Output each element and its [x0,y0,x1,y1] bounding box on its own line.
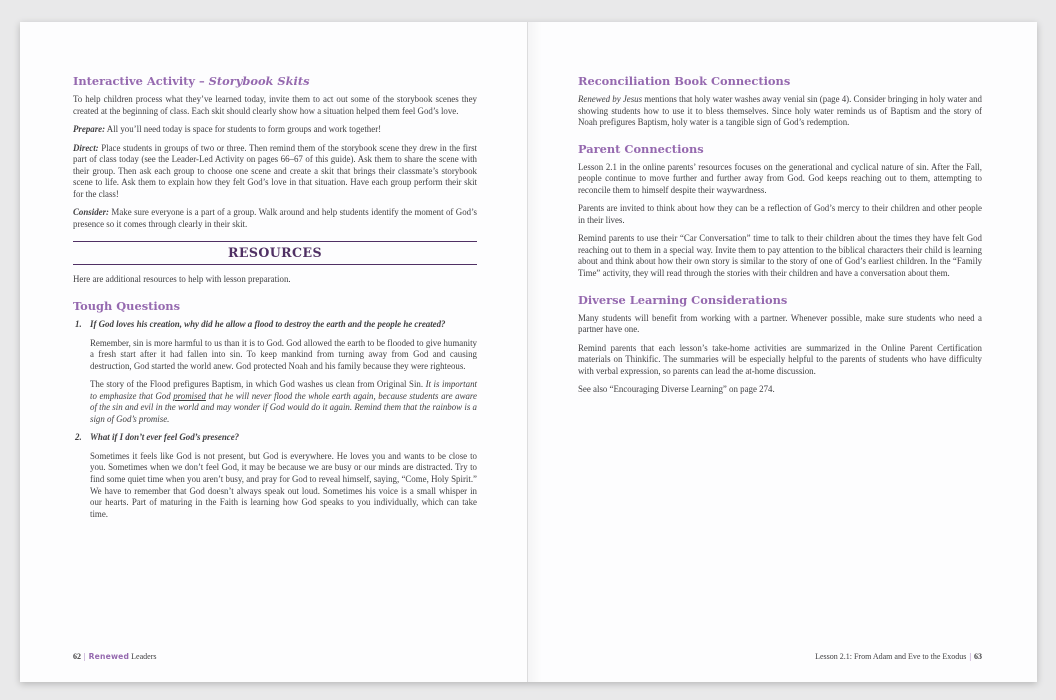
book-spread [20,22,1037,682]
question-item-1 [73,319,477,425]
intro-paragraph: To help children process what they’ve learned today, invite them to act out some of the storybook scenes they created at the beginning of class. Each skit should clearly show how a situation helped them feel God’s love. [73,94,477,116]
answer-2-italic-run-2: that he will never flood the whole earth again, because students are aware of the sin and evil in the world and may wonder if God would do it again. Remind them that the rainbow is a sign of God’s promise. [90,390,477,424]
parent-connections-heading: Parent Connections [578,141,704,156]
page-gutter-shadow [528,22,542,682]
question-2-text: What if I don’t ever feel God’s presence? [90,432,240,443]
question-2-number: 2. [75,432,82,443]
diverse-learning-heading: Diverse Learning Considerations [578,292,788,307]
question-1-text: If God loves his creation, why did he allow a flood to destroy the earth and the people he created? [90,319,446,330]
answer-2-underlined-word: promised [173,390,206,401]
tough-questions-list [73,319,477,520]
resources-intro: Here are additional resources to help with lesson preparation. [73,274,291,285]
footer-pipe-right: | [969,652,971,661]
resources-divider-block [73,241,477,265]
brand-name: Renewed [88,652,130,661]
heading-main-text: Interactive Activity – [73,74,209,88]
left-page-number: 62 [73,652,81,661]
diverse-learning-paragraph-1: Many students will benefit from working with a partner. Whenever possible, make sure students who need a partner have one. [578,312,982,335]
right-page-column [578,74,982,403]
answer-2-plain-run: The story of the Flood prefigures Baptism, in which God washes us clean from Original Sin. [90,379,426,390]
prepare-text: All you’ll need today is space for students to form groups and work together! [105,124,382,135]
interactive-activity-heading [73,74,477,88]
parent-connections-paragraph-3: Remind parents to use their “Car Conversation” time to talk to their children about the times they have felt God reaching out to them in a special way. Invite them to pay attention to the biblical characters their child is learning about and think about how their own story is similar to the story of one of God’s earliest children. In the “Family Time” activity, they will read through the stories with their children and have a conversation about them. [578,233,982,279]
right-page-footer [578,652,982,662]
parent-connections-paragraph-2: Parents are invited to think about how they can be a reflection of God’s mercy to their children and other people in their lives. [578,203,982,225]
reconciliation-paragraph [578,94,982,129]
reconciliation-heading: Reconciliation Book Connections [578,74,791,88]
consider-paragraph [73,207,477,230]
reconciliation-body-text: mentions that holy water washes away venial sin (page 4). Consider bringing in holy water and showing students how to use it to bless themselves. Since holy water reminds us of Baptism and the story of Noah prefigures Baptism, holy water is a tangible sign of God’s redemption. [578,94,982,128]
consider-label: Consider: [73,207,109,218]
tough-questions-heading: Tough Questions [73,299,181,314]
diverse-learning-see-also: See also “Encouraging Diverse Learning” on page 274. [578,384,775,395]
footer-pipe-left: | [84,652,86,661]
diverse-learning-paragraph-2: Remind parents that each lesson’s take-home activities are summarized in the Online Parent Certification materials on Thinkific. The summaries will be especially helpful to the parents of students who have difficulty with verbal expression, so parents can lead the at-home discussion. [578,342,982,376]
prepare-label: Prepare: [73,124,106,135]
book-title-italic: Renewed by Jesus [578,94,643,104]
question-1-answer-2 [90,379,477,425]
consider-text: Make sure everyone is a part of a group. Walk around and help students identify the moment of God’s presence so it comes through clearly in their skit. [73,207,477,229]
left-page-column [73,74,477,527]
parent-connections-paragraph-1: Lesson 2.1 in the online parents’ resources focuses on the generational and cyclical nature of sin. After the Fall, people continue to move further and further away from God. God keeps reaching out to them, attempting to reconcile them to himself despite their waywardness. [578,161,982,195]
direct-paragraph [73,143,477,201]
direct-text: Place students in groups of two or three. Then remind them of the storybook scene they drew in the first part of class today (see the Leader-Led Activity on pages 66–67 of this guide). Ask them to share the scene with their group. Then ask each group to choose one scene and create a skit that brings their classmate’s storybook scene to life. Ask them to explain how they felt God’s love in that situation. Have each group perform their skit for the class! [73,142,477,199]
left-page-footer [73,652,477,662]
prepare-paragraph [73,124,477,136]
direct-label: Direct: [73,142,99,153]
answer-2-italic-run-1: It is important to emphasize that God [90,379,477,401]
heading-italic-text: Storybook Skits [208,74,310,88]
right-page-number: 63 [974,652,982,661]
resources-heading: RESOURCES [228,245,322,261]
question-item-2 [73,432,477,520]
lesson-title-footer: Lesson 2.1: From Adam and Eve to the Exodus [815,652,967,661]
question-2-answer: Sometimes it feels like God is not present, but God is everywhere. He loves you and wants to be close to you. Sometimes when we don’t feel God, it may be because we are busy or our minds are distracted. Try to find some quiet time when you aren’t busy, and pray for God to reveal himself, saying, “Come, Holy Spirit.” We have to remember that God doesn’t always speak out loud. Sometimes his voice is a small whisper in our hearts. Part of maturing in the Faith is learning how God speaks to you individually, which can take time. [90,450,477,519]
question-1-number: 1. [75,319,82,330]
question-1-answer-1: Remember, sin is more harmful to us than it is to God. God allowed the earth to be flooded to give humanity a fresh start after it had fallen into sin. To keep mankind from turning away from God and causing destruction, God started the world anew. God protected Noah and his family because they were righteous. [90,337,477,371]
brand-suffix: Leaders [129,652,157,661]
